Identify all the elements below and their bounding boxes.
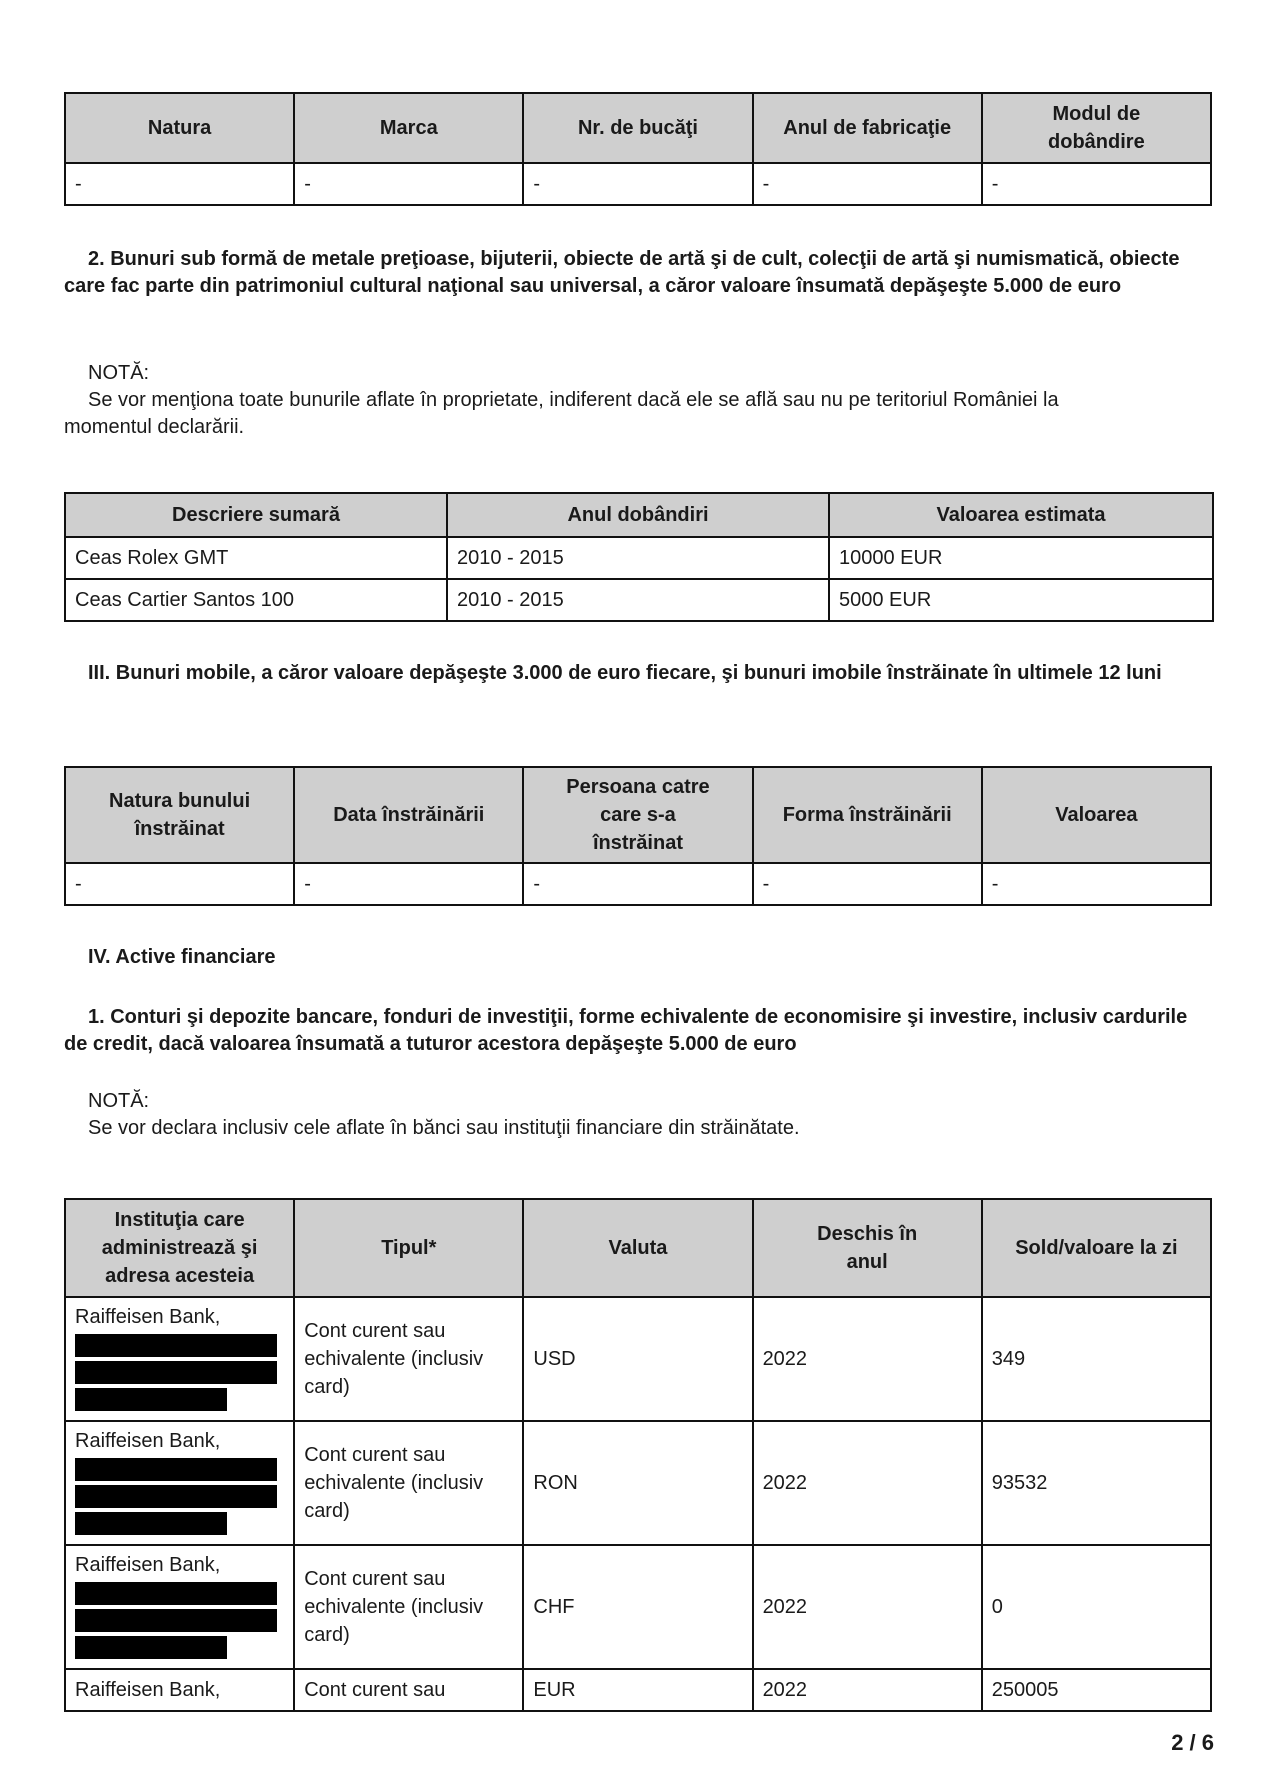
note-text: Se vor menţiona toate bunurile aflate în proprietate, indiferent dacă ele se află sau nu pe teritoriul României la momentul declarării. [64, 389, 1059, 438]
note-text: Se vor declara inclusiv cele aflate în bănci sau instituţii financiare din străinătate. [88, 1117, 800, 1139]
header-cell: Sold/valoare la zi [982, 1199, 1211, 1297]
table-row [65, 1669, 1211, 1711]
institution-cell [65, 1545, 294, 1669]
redaction-bar [75, 1609, 277, 1632]
table-cell: - [294, 163, 523, 205]
currency-cell: EUR [523, 1669, 752, 1711]
institution-cell [65, 1297, 294, 1421]
redaction-bar [75, 1636, 227, 1659]
table-cell: - [523, 863, 752, 905]
account-type-cell: Cont curent sau echivalente (inclusiv card) [294, 1545, 523, 1669]
table-cell: - [65, 863, 294, 905]
institution-cell [65, 1421, 294, 1545]
note-label: NOTĂ: [88, 1090, 150, 1112]
redaction-bar [75, 1582, 277, 1605]
section-2-heading: 2. Bunuri sub formă de metale preţioase, bijuterii, obiecte de artă şi de cult, colecţii de artă şi numismatică, obiecte care fac parte din patrimoniul cultural naţional sau universal, a căror valoare însumată depăşeşte 5.000 de euro [64, 248, 1180, 297]
valuables-table [64, 492, 1214, 622]
redaction-bar [75, 1361, 277, 1384]
table-row [65, 863, 1211, 905]
institution-cell [65, 1669, 294, 1711]
institution-name: Raiffeisen Bank, [75, 1678, 221, 1701]
table-cell: - [982, 163, 1211, 205]
header-cell: Valuta [523, 1199, 752, 1297]
table-header-row [65, 767, 1211, 863]
vehicles-table [64, 92, 1212, 206]
institution-name: Raiffeisen Bank, [75, 1430, 221, 1452]
header-cell: Nr. de bucăţi [523, 93, 752, 163]
header-cell: Natura bunului înstrăinat [65, 767, 294, 863]
table-cell: 2010 - 2015 [447, 537, 829, 579]
institution-name: Raiffeisen Bank, [75, 1306, 221, 1328]
table-row [65, 163, 1211, 205]
table-cell: - [523, 163, 752, 205]
header-cell: Tipul* [294, 1199, 523, 1297]
table-cell: - [753, 163, 982, 205]
account-type-cell: Cont curent sau echivalente (inclusiv card) [294, 1421, 523, 1545]
currency-cell: USD [523, 1297, 752, 1421]
table-cell: Ceas Cartier Santos 100 [65, 579, 447, 621]
institution-name: Raiffeisen Bank, [75, 1554, 221, 1576]
note-label: NOTĂ: [88, 362, 150, 384]
header-cell: Modul de dobândire [982, 93, 1211, 163]
redaction-bar [75, 1388, 227, 1411]
header-cell: Data înstrăinării [294, 767, 523, 863]
table-header-row [65, 93, 1211, 163]
year-cell: 2022 [753, 1421, 982, 1545]
header-cell: Persoana catre care s-a înstrăinat [523, 767, 752, 863]
header-cell: Marca [294, 93, 523, 163]
redaction-bar [75, 1334, 277, 1357]
redaction-bar [75, 1512, 227, 1535]
header-cell: Anul dobândiri [447, 493, 829, 537]
table-row [65, 1297, 1211, 1421]
year-cell: 2022 [753, 1669, 982, 1711]
year-cell: 2022 [753, 1545, 982, 1669]
redaction-bar [75, 1485, 277, 1508]
section-4-heading: IV. Active financiare [88, 946, 276, 968]
balance-cell: 349 [982, 1297, 1211, 1421]
header-cell: Forma înstrăinării [753, 767, 982, 863]
table-cell: 2010 - 2015 [447, 579, 829, 621]
table-row [65, 1545, 1211, 1669]
note-1 [64, 360, 1214, 441]
balance-cell: 0 [982, 1545, 1211, 1669]
table-header-row [65, 1199, 1211, 1297]
table-row [65, 1421, 1211, 1545]
header-cell: Valoarea [982, 767, 1211, 863]
table-cell: - [65, 163, 294, 205]
table-cell: - [753, 863, 982, 905]
header-cell: Anul de fabricaţie [753, 93, 982, 163]
section-3-heading: III. Bunuri mobile, a căror valoare depăşeşte 3.000 de euro fiecare, şi bunuri imobile înstrăinate în ultimele 12 luni [88, 662, 1162, 684]
table-cell: 5000 EUR [829, 579, 1213, 621]
page-number: 2 / 6 [1171, 1730, 1214, 1755]
table-cell: 10000 EUR [829, 537, 1213, 579]
header-cell: Valoarea estimata [829, 493, 1213, 537]
bank-accounts-table [64, 1198, 1212, 1712]
balance-cell: 250005 [982, 1669, 1211, 1711]
table-row [65, 537, 1213, 579]
header-cell: Descriere sumară [65, 493, 447, 537]
account-type-cell: Cont curent sau [294, 1669, 523, 1711]
header-cell: Deschis în anul [753, 1199, 982, 1297]
note-2 [64, 1088, 1214, 1142]
table-cell: - [294, 863, 523, 905]
balance-cell: 93532 [982, 1421, 1211, 1545]
alienated-goods-table [64, 766, 1212, 906]
currency-cell: CHF [523, 1545, 752, 1669]
year-cell: 2022 [753, 1297, 982, 1421]
table-cell: - [982, 863, 1211, 905]
redaction-bar [75, 1458, 277, 1481]
table-cell: Ceas Rolex GMT [65, 537, 447, 579]
header-cell: Instituţia care administrează şi adresa acesteia [65, 1199, 294, 1297]
section-4-1-heading: 1. Conturi şi depozite bancare, fonduri de investiţii, forme echivalente de economisire şi investire, inclusiv cardurile de credit, dacă valoarea însumată a tuturor acestora depăşeşte 5.000 de euro [64, 1006, 1188, 1055]
table-header-row [65, 493, 1213, 537]
header-cell: Natura [65, 93, 294, 163]
currency-cell: RON [523, 1421, 752, 1545]
account-type-cell: Cont curent sau echivalente (inclusiv card) [294, 1297, 523, 1421]
table-row [65, 579, 1213, 621]
